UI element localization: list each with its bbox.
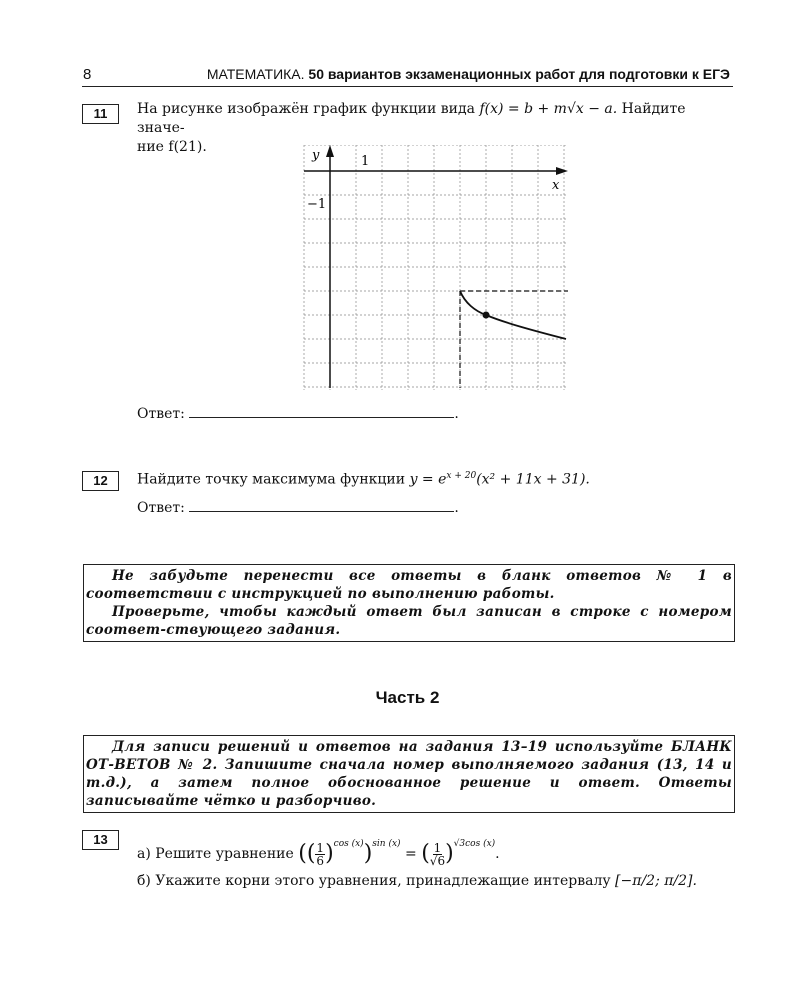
exponent-cos: cos (x) [333, 839, 364, 849]
reminder-note-box [83, 564, 735, 642]
task-13-part-a-label: а) Решите уравнение [137, 846, 294, 862]
task-13-part-a: а) Решите уравнение (( $\frac{1}{6}$ )$^{cos (x)}$)$^{sin (x)}$ = ( $\frac{1}{√6}$ )$^{√3cos (x)}$. [137, 839, 500, 868]
reminder-note-line1: Не забудьте перенести все ответы в бланк ответов № 1 в соответствии с инструкцией по выполнению работы. [86, 568, 732, 602]
task-12-formula-lhs: y = e [409, 471, 447, 488]
task-13-part-b-label: б) Укажите корни этого уравнения, принадлежащие интервалу [137, 873, 611, 889]
task-12-text [137, 467, 737, 490]
book-title [207, 66, 730, 82]
part-2-instructions-box [83, 735, 735, 813]
task-12-text-start: Найдите точку максимума функции [137, 471, 406, 488]
y-axis-arrow-icon [326, 145, 334, 157]
x-tick-one: 1 [361, 154, 370, 169]
task-12-formula-rest: (x² + 11x + 31). [476, 471, 590, 488]
reminder-note-line2: Проверьте, чтобы каждый ответ был записан в строке с номером соответ-ствующего задания. [86, 604, 732, 638]
y-axis-label: y [312, 148, 320, 163]
task-11-text-start: На рисунке изображён график функции вида [137, 101, 475, 117]
page-number: 8 [83, 66, 92, 83]
exponent-sqrt3cos: √3cos (x) [453, 839, 496, 849]
y-tick-minus-one: −1 [307, 197, 327, 212]
x-axis-arrow-icon [556, 167, 568, 175]
task-number-13: 13 [82, 830, 119, 850]
task-12-formula-exponent: x + 20 [446, 471, 477, 481]
graph-point [483, 312, 490, 319]
fraction-one-sixth: $\frac{1}{6}$ [316, 840, 325, 868]
task-11-answer-label: Ответ: [137, 406, 185, 422]
task-13-part-b [137, 872, 737, 891]
header-divider [82, 86, 733, 87]
book-title-subtitle: 50 вариантов экзаменационных работ для подготовки к ЕГЭ [308, 66, 730, 82]
task-11-text-line2: ние f(21). [137, 139, 207, 155]
part-2-title: Часть 2 [375, 688, 440, 707]
task-11-formula: f(x) = b + m√x − a. [479, 101, 618, 117]
task-12-answer-label: Ответ: [137, 500, 185, 516]
function-graph [300, 145, 570, 390]
book-title-subject: МАТЕМАТИКА. [206, 66, 305, 82]
task-12-answer-field[interactable] [189, 498, 454, 512]
task-11-answer-field[interactable] [189, 404, 454, 418]
task-number-12: 12 [82, 471, 119, 491]
graph-grid [304, 145, 568, 390]
part-2-instructions-text: Для записи решений и ответов на задания 13–19 используйте БЛАНК ОТ-ВЕТОВ № 2. Запишите сначала номер выполняемого задания (13, 14 и т.д.), а затем полное обоснованное решение и ответ. Ответы записывайте чётко и разборчиво. [86, 739, 732, 809]
task-11-text-end: Найдите значе- [137, 101, 686, 136]
task-number-11: 11 [82, 104, 119, 124]
task-11-answer: Ответ: . [137, 406, 459, 422]
task-12-answer: Ответ: . [137, 500, 459, 516]
x-axis-label: x [552, 178, 560, 193]
exponent-sin: sin (x) [372, 839, 401, 849]
fraction-one-over-sqrt6: $\frac{1}{√6}$ [429, 840, 446, 868]
task-13-interval: [−π/2; π/2]. [615, 873, 697, 889]
